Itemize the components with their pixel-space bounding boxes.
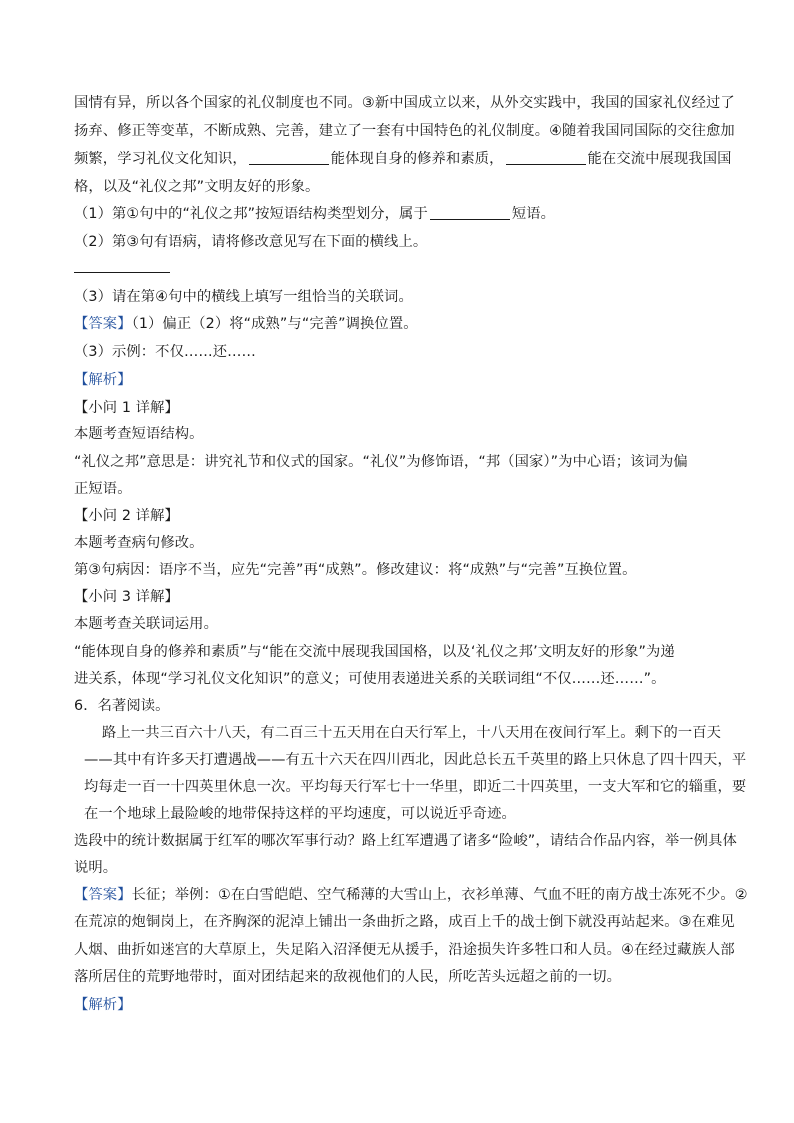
- paragraph-line: 国情有异，所以各个国家的礼仪制度也不同。③新中国成立以来，从外交实践中，我国的国家礼仪经过了: [74, 95, 735, 111]
- text-span: 短语。: [511, 206, 556, 222]
- answer-line: [74, 884, 748, 906]
- text-span: 能体现自身的修养和素质，: [330, 151, 504, 167]
- fill-blank: [249, 149, 329, 165]
- question-1: [74, 203, 555, 225]
- reading-line: ——其中有许多天打遭遇战——有五十六天在四川西北，因此总长五千英里的路上只休息了四十四天，平: [84, 752, 747, 768]
- subquestion-label: 【小问 3 详解】: [74, 589, 179, 605]
- paragraph-line: 本题考查关联词运用。: [74, 616, 218, 632]
- question-2: （2）第③句有语病，请将修改意见写在下面的横线上。: [74, 234, 428, 250]
- question-6-prompt: 选段中的统计数据属于红军的哪次军事行动？路上红军遭遇了诸多“险峻”，请结合作品内容，举一例具体: [74, 833, 737, 849]
- paragraph-line: 扬弃、修正等变革，不断成熟、完善，建立了一套有中国特色的礼仪制度。④随着我国同国际的交往愈加: [74, 123, 735, 139]
- question-6-title: 6．名著阅读。: [74, 698, 170, 714]
- answer-label: 【答案】: [74, 887, 132, 903]
- question-6-prompt: 说明。: [74, 860, 118, 876]
- reading-line: 在一个地球上最险峻的地带保持这样的平均速度，可以说近乎奇迹。: [84, 806, 516, 822]
- text-span: 长征；举例：①在白雪皑皑、空气稀薄的大雪山上，衣衫单薄、气血不旺的南方战士冻死不少。②: [131, 887, 748, 903]
- paragraph-line: [74, 148, 732, 170]
- paragraph-line: “能体现自身的修养和素质”与“能在交流中展现我国国格，以及‘礼仪之邦’文明友好的形象”为递: [74, 644, 675, 660]
- text-span: （1）偏正（2）将“成熟”与“完善”调换位置。: [131, 316, 418, 332]
- answer-line: （3）示例：不仅……还……: [74, 344, 256, 360]
- answer-line: 落所居住的荒野地带时，面对团结起来的敌视他们的人民，所吃苦头远超之前的一切。: [74, 969, 622, 985]
- question-3: （3）请在第④句中的横线上填写一组恰当的关联词。: [74, 289, 413, 305]
- reading-line: 路上一共三百六十八天，有二百三十五天用在白天行军上，十八天用在夜间行军上。剩下的一百天: [102, 725, 722, 741]
- analysis-label: 【解析】: [74, 372, 132, 388]
- text-span: （1）第①句中的“礼仪之邦”按短语结构类型划分，属于: [74, 206, 428, 222]
- answer-line: [74, 313, 418, 335]
- paragraph-line: 本题考查短语结构。: [74, 426, 204, 442]
- answer-line: 人烟、曲折如迷宫的大草原上，失足陷入沼泽便无从援手，沿途损失许多牲口和人员。④在经过藏族人部: [74, 942, 735, 958]
- answer-rule: [74, 272, 170, 273]
- answer-line: 在荒凉的炮铜岗上，在齐胸深的泥淖上铺出一条曲折之路，成百上千的战士倒下就没再站起来。③在难见: [74, 914, 735, 930]
- paragraph-line: 格，以及“礼仪之邦”文明友好的形象。: [74, 179, 320, 195]
- paragraph-line: 进关系，体现“学习礼仪文化知识”的意义；可使用表递进关系的关联词组“不仅……还……”。: [74, 671, 666, 687]
- subquestion-label: 【小问 2 详解】: [74, 508, 179, 524]
- paragraph-line: “礼仪之邦”意思是：讲究礼节和仪式的国家。“礼仪”为修饰语，“邦（国家）”为中心语；该词为偏: [74, 454, 688, 470]
- paragraph-line: 本题考查病句修改。: [74, 535, 204, 551]
- text-span: 频繁，学习礼仪文化知识，: [74, 151, 247, 167]
- paragraph-line: 第③句病因：语序不当，应先“完善”再“成熟”。修改建议：将“成熟”与“完善”互换位置。: [74, 562, 637, 578]
- fill-blank: [430, 204, 510, 220]
- reading-line: 均每走一百一十四英里休息一次。平均每天行军七十一华里，即近二十四英里，一支大军和它的辎重，要: [84, 779, 747, 795]
- text-span: 能在交流中展现我国国: [587, 151, 732, 167]
- answer-label: 【答案】: [74, 316, 132, 332]
- paragraph-line: 正短语。: [74, 481, 132, 497]
- fill-blank: [506, 149, 586, 165]
- subquestion-label: 【小问 1 详解】: [74, 400, 179, 416]
- analysis-label: 【解析】: [74, 997, 132, 1013]
